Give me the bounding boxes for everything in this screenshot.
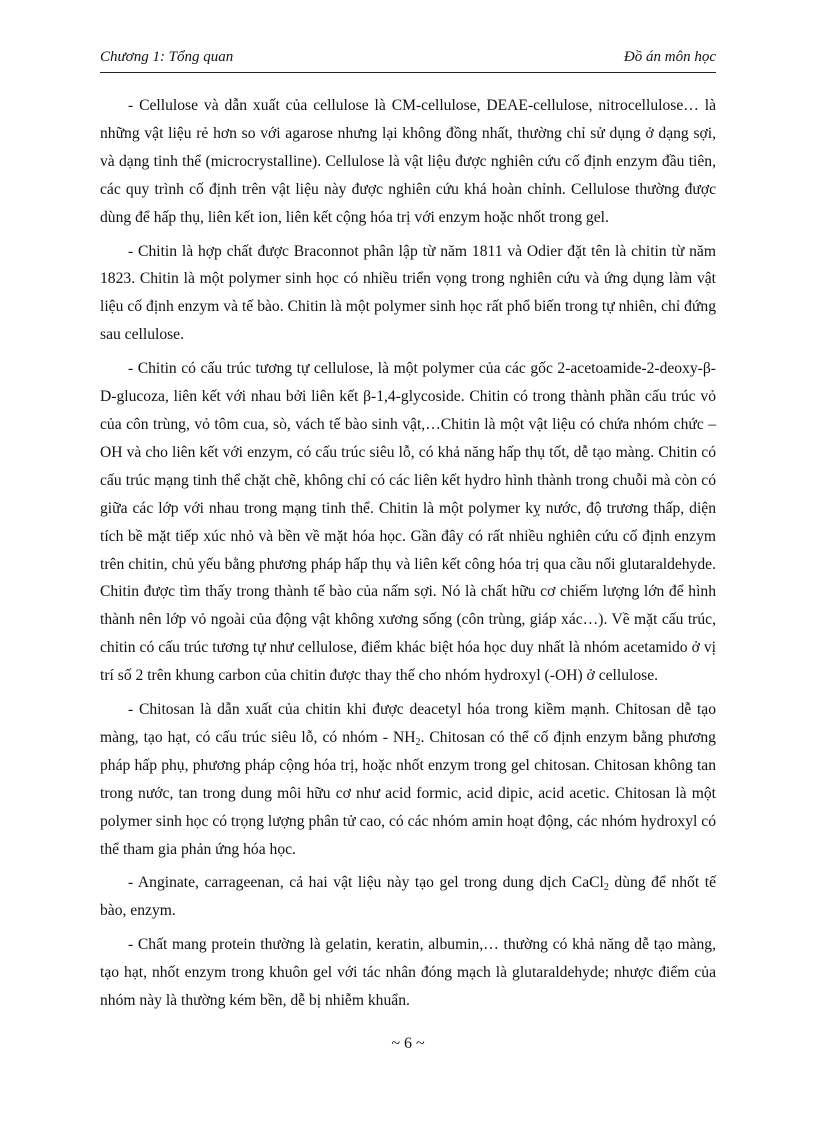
chapter-title: Chương 1: Tổng quan — [100, 49, 234, 65]
page-body — [100, 92, 716, 1021]
paragraph-chitin-history: - Chitin là hợp chất được Braconnot phân lập từ năm 1811 và Odier đặt tên là chitin từ năm 1823. Chitin là một polymer sinh học có nhiều triển vọng trong nghiên cứu và ứng dụng làm vật liệu cố định enzym và tế bào. Chitin là một polymer sinh học rất phổ biến trong tự nhiên, chỉ đứng sau cellulose. — [100, 242, 716, 344]
chitosan-text-1: - Chitosan là dẫn xuất của chitin khi được deacetyl hóa trong kiềm mạnh. Chitosan dễ tạo màng, tạo hạt, có cấu trúc siêu lỗ, có nhóm - NH — [100, 701, 716, 746]
anginate-subscript: 2 — [603, 882, 609, 894]
anginate-text-1: - Anginate, carrageenan, cả hai vật liệu này tạo gel trong dung dịch CaCl — [128, 874, 604, 892]
paragraph-protein: - Chất mang protein thường là gelatin, keratin, albumin,… thường có khả năng dễ tạo màng, tạo hạt, nhốt enzym trong khuôn gel với tác nhân đóng mạch là glutaraldehyde; nhược điểm của nhóm này là thường kém bền, dễ bị nhiễm khuẩn. — [100, 936, 716, 1010]
page-number: ~ 6 ~ — [391, 1035, 425, 1052]
chitosan-subscript: 2 — [415, 736, 421, 748]
chitosan-text-2: . Chitosan có thể cố định enzym bằng phương pháp hấp phụ, phương pháp cộng hóa trị, hoặc nhốt enzym trong gel chitosan. Chitosan không tan trong nước, tan trong dung môi hữu cơ như acid formic, acid dipic, acid acetic. Chitosan là một polymer sinh học có trọng lượng phân tử cao, có các nhóm amin hoạt động, các nhóm hydroxyl có thể tham gia phản ứng hóa học. — [100, 728, 716, 858]
paragraph-chitin-structure: - Chitin có cấu trúc tương tự cellulose, là một polymer của các gốc 2-acetoamide-2-deoxy-β-D-glucoza, liên kết với nhau bởi liên kết β-1,4-glycoside. Chitin có trong thành phần cấu trúc vỏ của côn trùng, vỏ tôm cua, sò, vách tế bào sinh vật,…Chitin là một vật liệu có chứa nhóm chức –OH và cho liên kết với enzym, có cấu trúc siêu lỗ, có khả năng hấp thụ tốt, dễ tạo màng. Chitin có cấu trúc mạng tinh thể chặt chẽ, không chỉ có các liên kết hydro hình thành trong chuỗi mà còn có giữa các lớp với nhau trong mạng tinh thể. Chitin là một polymer kỵ nước, độ trương thấp, diện tích bề mặt tiếp xúc nhỏ và bền về mặt hóa học. Gần đây có rất nhiều nghiên cứu cố định enzym trên chitin, chủ yếu bằng phương pháp hấp thụ và liên kết công hóa trị qua cầu nối glutaraldehyde. Chitin được tìm thấy trong thành tế bào của nấm sợi. Nó là chất hữu cơ chiếm lượng lớn để hình thành nên lớp vỏ ngoài của động vật không xương sống (côn trùng, giáp xác…). Về mặt cấu trúc, chitin có cấu trúc tương tự như cellulose, điểm khác biệt hóa học duy nhất là nhóm acetamido ở vị trí số 2 trên khung carbon của chitin được thay thế cho nhóm hydroxyl (-OH) ở cellulose. — [100, 360, 716, 685]
document-type: Đồ án môn học — [623, 49, 716, 65]
paragraph-anginate — [100, 869, 716, 925]
page-header — [100, 44, 716, 73]
anginate-text-2: dùng để nhốt tế bào, enzym. — [100, 874, 716, 920]
paragraph-cellulose: - Cellulose và dẫn xuất của cellulose là CM-cellulose, DEAE-cellulose, nitrocellulose… là những vật liệu rẻ hơn so với agarose nhưng lại không đồng nhất, thường chỉ sử dụng ở dạng sợi, và dạng tinh thể (microcrystalline). Cellulose là vật liệu được nghiên cứu cố định enzym đầu tiên, các quy trình cố định trên vật liệu này được nghiên cứu khá hoàn chỉnh. Cellulose thường được dùng để hấp thụ, liên kết ion, liên kết cộng hóa trị với enzym hoặc nhốt trong gel. — [100, 97, 716, 226]
paragraph-chitosan — [100, 696, 716, 863]
